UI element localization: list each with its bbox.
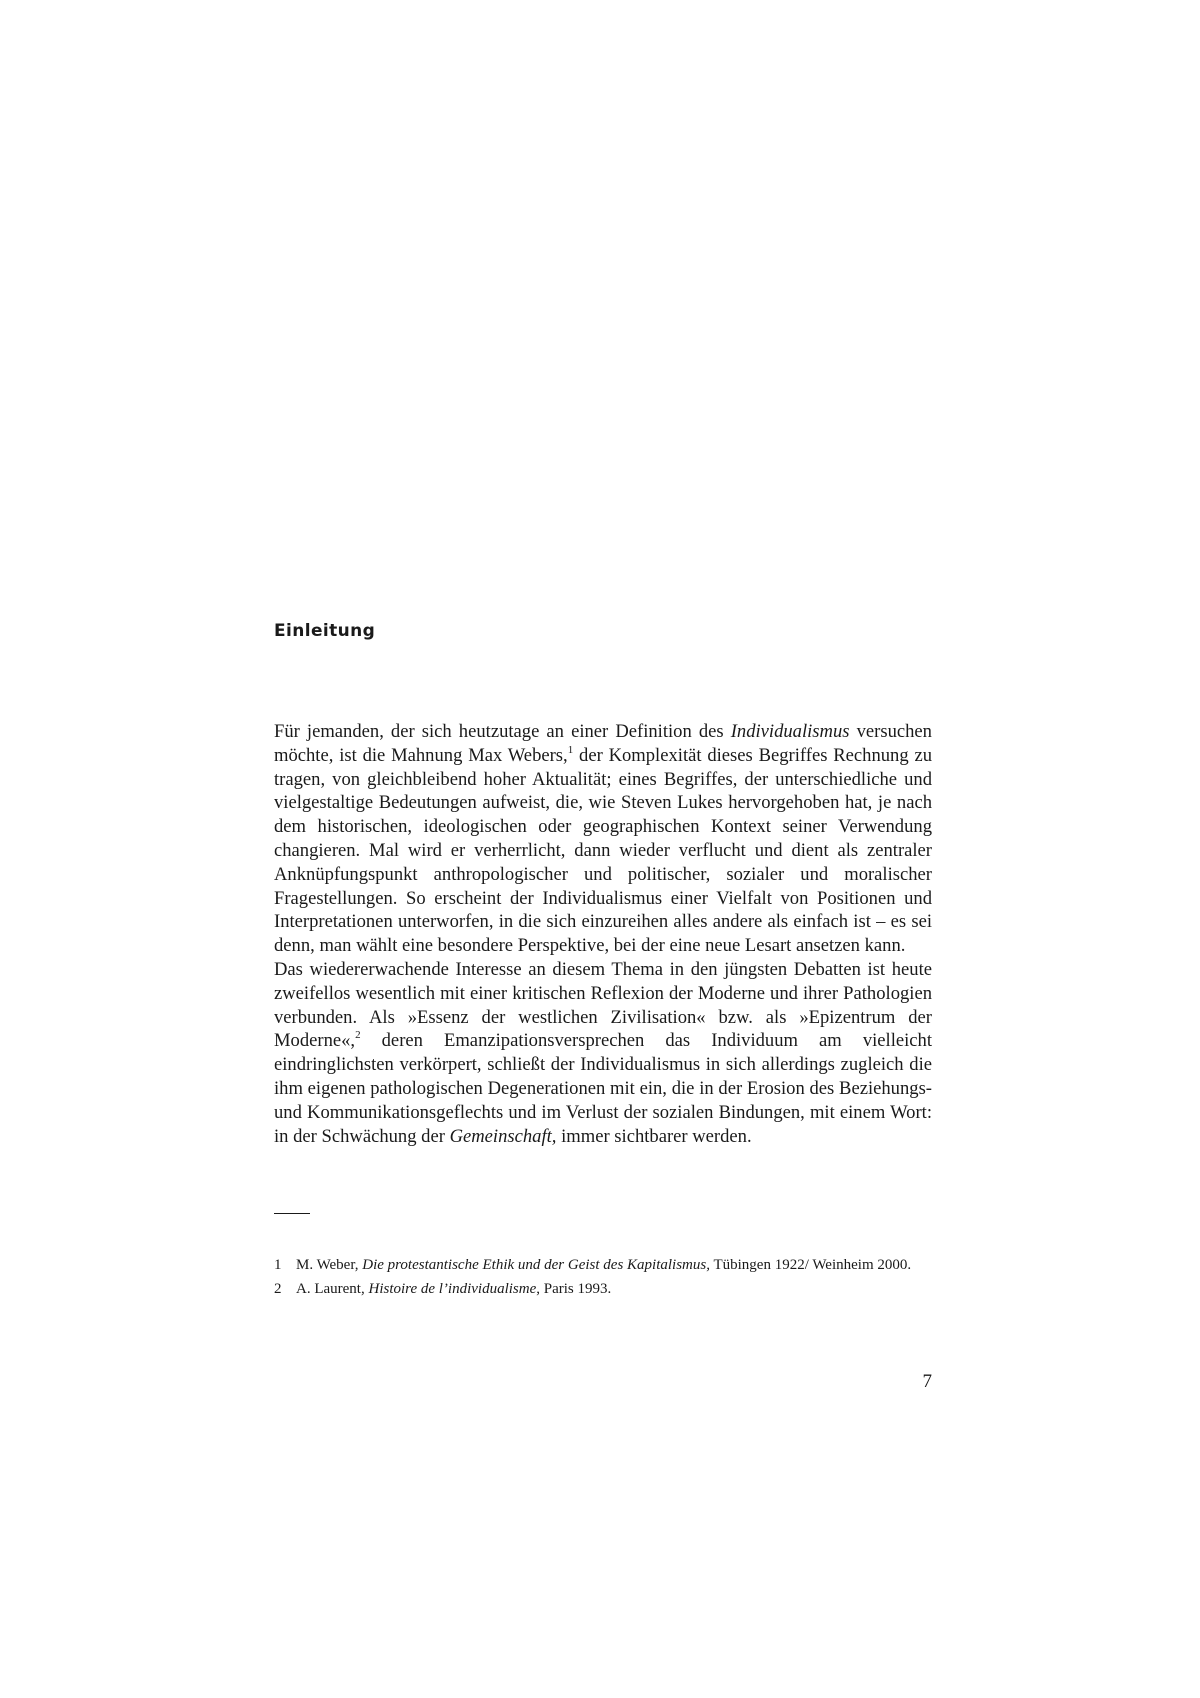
footnote-text: [296, 1281, 611, 1297]
footnote-text: [296, 1257, 911, 1273]
text-run: Für jemanden, der sich heutzutage an einer Definition des: [274, 721, 731, 742]
footnote: [274, 1280, 932, 1300]
footnote-reference: 2: [355, 1029, 361, 1042]
paragraph: [274, 720, 932, 958]
italic-text: Die protestantische Ethik und der Geist des Kapitalismus,: [362, 1257, 710, 1273]
footnote-separator: [274, 1213, 310, 1214]
text-run: Das wiedererwachende Interesse an diesem Thema in den jüngsten Debatten ist heute zweifellos wesentlich mit einer kritischen Reflexion der Moderne und ihrer Pathologien verbunden. Als »Essenz der westlichen Zivilisation« bzw. als »Epizentrum der Moderne«,: [274, 958, 932, 1052]
text-run: deren Emanzipationsversprechen das Individuum am vielleicht eindringlichsten verkörpert, schließt der Individualismus in sich allerdings zugleich die ihm eigenen pathologischen Degenerationen mit ein, die in der Erosion des Beziehungs- und Kommunikationsgeflechts und im Verlust der sozialen Bindungen, mit einem Wort: in der Schwächung der: [274, 1030, 932, 1147]
footnote-reference: 1: [567, 743, 574, 756]
footnote-number: 2: [274, 1280, 282, 1297]
text-run: A. Laurent,: [296, 1280, 369, 1297]
page-number: 7: [922, 1371, 932, 1392]
paragraph: [274, 958, 932, 1148]
text-run: , Paris 1993.: [536, 1280, 612, 1297]
italic-text: Gemeinschaft,: [449, 1125, 557, 1147]
footnotes: [274, 1256, 932, 1303]
body-text: [274, 720, 932, 1148]
italic-text: Histoire de l’individualisme: [368, 1280, 537, 1297]
chapter-heading: Einleitung: [274, 621, 376, 641]
text-run: Tübingen 1922/ Weinheim 2000.: [709, 1257, 912, 1273]
footnote: [274, 1256, 932, 1276]
italic-text: Individualismus: [730, 721, 850, 742]
text-run: M. Weber,: [296, 1257, 363, 1273]
text-run: der Komplexität dieses Begriffes Rechnung zu tragen, von gleichbleibend hoher Aktualität; eines Begriffes, der unterschiedliche und vielgestaltige Bedeutungen aufweist, die, wie Steven Lukes hervorgehoben hat, je nach dem historischen, ideologischen oder geographischen Kontext seiner Verwendung changieren. Mal wird er verherrlicht, dann wieder verflucht und dient als zentraler Anknüpfungspunkt anthropologischer und politischer, sozialer und moralischer Fragestellungen. So erscheint der Individualismus einer Vielfalt von Positionen und Interpretationen unterworfen, in die sich einzureihen alles andere als einfach ist – es sei denn, man wählt eine besondere Perspektive, bei der eine neue Lesart ansetzen kann.: [274, 744, 933, 957]
text-run: immer sichtbarer werden.: [556, 1125, 752, 1147]
footnote-number: 1: [274, 1257, 282, 1273]
text-run: versuchen möchte, ist die Mahnung Max Webers,: [274, 721, 932, 766]
